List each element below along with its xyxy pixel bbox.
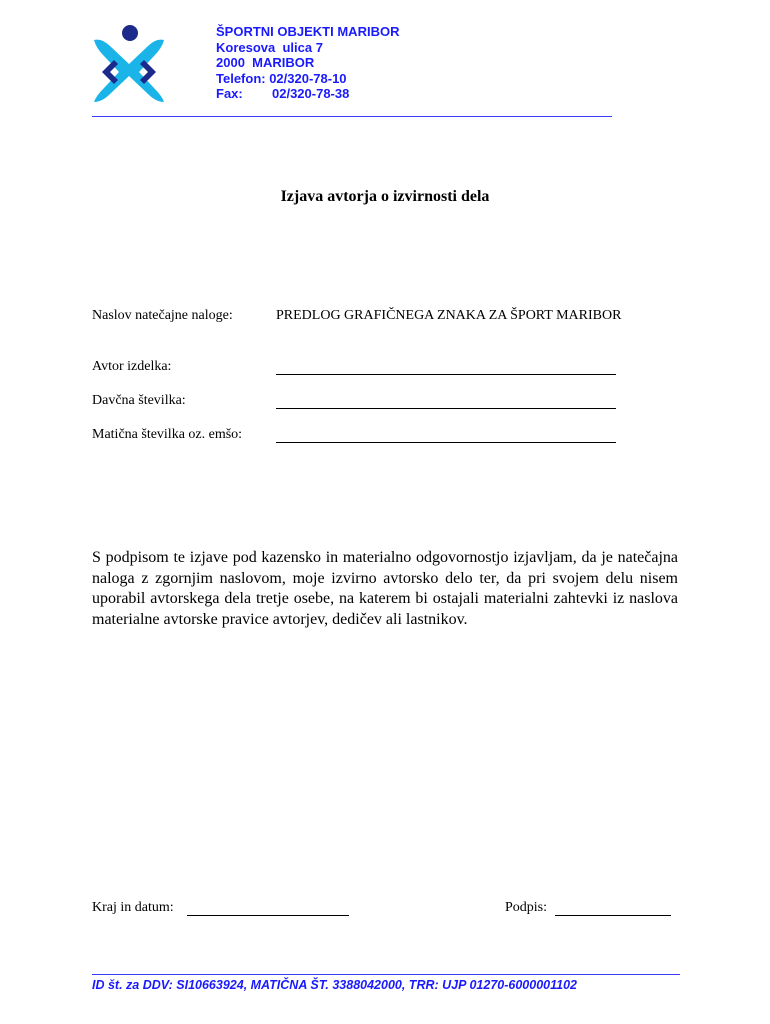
signature-line[interactable] xyxy=(555,915,671,916)
maticna-label: Matična številka oz. emšo: xyxy=(92,427,243,442)
org-phone: Telefon: 02/320-78-10 xyxy=(216,70,347,86)
organization-address xyxy=(216,24,399,102)
org-street: Koresova ulica 7 xyxy=(216,39,323,55)
org-fax xyxy=(216,86,399,102)
org-name: ŠPORTNI OBJEKTI MARIBOR xyxy=(216,24,400,39)
declaration-statement: S podpisom te izjave pod kazensko in materialno odgovornostjo izjavljam, da je natečajna naloga z zgornjim naslovom, moje izvirno avtorsko delo ter, da pri svojem delu nisem uporabil avtorskega dela tretje osebe, na katerem bi ostajali materialni zahtevki iz naslova materialne avtorske pravice avtorjev, dedičev ali lastnikov. xyxy=(92,549,678,628)
avtor-input-line[interactable] xyxy=(276,374,616,375)
maticna-input-line[interactable] xyxy=(276,442,616,443)
naslov-label: Naslov natečajne naloge: xyxy=(92,308,233,323)
place-date-line[interactable] xyxy=(187,915,349,916)
naslov-value: PREDLOG GRAFIČNEGA ZNAKA ZA ŠPORT MARIBOR xyxy=(276,308,622,323)
fax-number: 02/320-78-38 xyxy=(272,86,350,101)
davcna-input-line[interactable] xyxy=(276,408,616,409)
document-title: Izjava avtorja o izvirnosti dela xyxy=(280,188,490,205)
davcna-label: Davčna številka: xyxy=(92,393,186,408)
place-date-label: Kraj in datum: xyxy=(92,900,174,915)
footer-divider xyxy=(92,974,680,975)
fax-label: Fax: xyxy=(216,86,243,101)
header-divider xyxy=(92,116,612,117)
signature-label: Podpis: xyxy=(505,900,548,915)
sport-figure-logo-icon xyxy=(92,24,166,102)
footer-company-ids: ID št. za DDV: SI10663924, MATIČNA ŠT. 3388042000, TRR: UJP 01270-6000001102 xyxy=(92,978,577,992)
avtor-label: Avtor izdelka: xyxy=(92,359,172,374)
org-city: 2000 MARIBOR xyxy=(216,55,315,70)
